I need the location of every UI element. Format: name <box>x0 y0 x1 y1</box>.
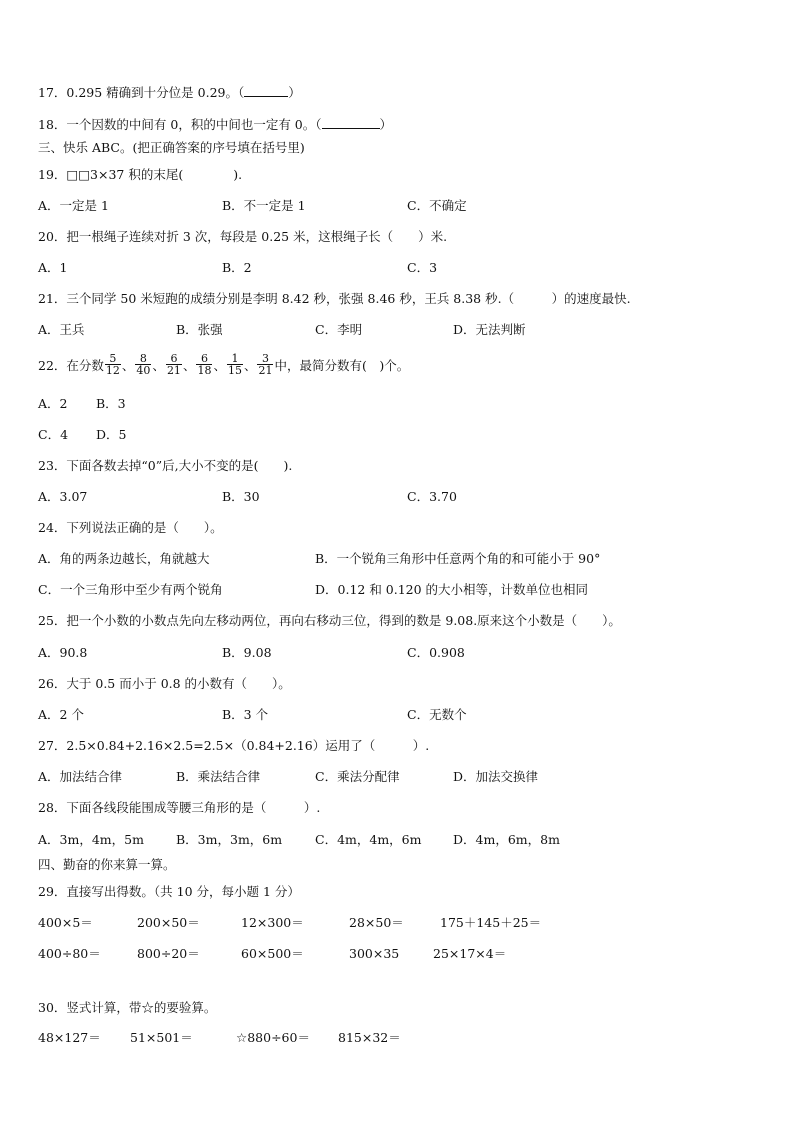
question-19-text: 19．□□3×37 积的末尾( ). <box>38 167 243 182</box>
calc-item: 175＋145＋25＝ <box>440 915 542 930</box>
option-b[interactable]: B．9.08 <box>222 645 272 660</box>
fraction: $\frac{5}{12}$ <box>105 352 120 377</box>
option-b[interactable]: B．乘法结合律 <box>176 769 261 784</box>
option-a[interactable]: A．90.8 <box>38 645 88 660</box>
option-a[interactable]: A．1 <box>38 260 68 275</box>
question-17: 17．0.295 精确到十分位是 0.29。（ ） <box>38 85 301 100</box>
option-b[interactable]: B．一个锐角三角形中任意两个角的和可能小于 90° <box>315 551 601 566</box>
option-a[interactable]: A．角的两条边越长，角就越大 <box>38 551 210 566</box>
calc-item: ☆880÷60＝ <box>236 1030 310 1045</box>
calc-item: 800÷20＝ <box>137 946 200 961</box>
calc-item: 400×5＝ <box>38 915 93 930</box>
question-25-text: 25．把一个小数的小数点先向左移动两位，再向右移动三位，得到的数是 9.08.原来这个小数是（ ）。 <box>38 613 621 628</box>
option-c[interactable]: C．不确定 <box>407 198 467 213</box>
question-21-text: 21．三个同学 50 米短跑的成绩分别是李明 8.42 秒，张强 8.46 秒，王兵 8.38 秒.（ ）的速度最快. <box>38 291 631 306</box>
option-c[interactable]: C．一个三角形中至少有两个锐角 <box>38 582 223 597</box>
question-27-text: 27．2.5×0.84+2.16×2.5=2.5×（0.84+2.16）运用了（ ）. <box>38 738 430 753</box>
option-a[interactable]: A．3.07 <box>38 489 88 504</box>
option-c[interactable]: C．4 <box>38 427 69 442</box>
calc-item: 400÷80＝ <box>38 946 101 961</box>
option-b[interactable]: B．张强 <box>176 322 223 337</box>
calc-item: 60×500＝ <box>241 946 304 961</box>
question-20-text: 20．把一根绳子连续对折 3 次，每段是 0.25 米，这根绳子长（ ）米. <box>38 229 448 244</box>
question-22: 22．在分数 $\frac{5}{12}$ 、 $\frac{8}{40}$ 、 $\frac{6}{21}$ 、 $\frac{6}{18}$ 、 $\frac{1}{15}$ 、 $\frac{3}{21}$ 中，最简分数有( )个。 <box>38 352 410 377</box>
option-d[interactable]: D．加法交换律 <box>453 769 539 784</box>
calc-item: 51×501＝ <box>130 1030 193 1045</box>
option-a[interactable]: A．一定是 1 <box>38 198 109 213</box>
option-a[interactable]: A．加法结合律 <box>38 769 123 784</box>
fraction: $\frac{1}{15}$ <box>227 352 242 377</box>
option-d[interactable]: D．0.12 和 0.120 的大小相等，计数单位也相同 <box>315 582 589 597</box>
question-30-text: 30．竖式计算，带☆的要验算。 <box>38 1000 217 1015</box>
option-b[interactable]: B．30 <box>222 489 260 504</box>
fraction: $\frac{6}{21}$ <box>166 352 181 377</box>
question-23-text: 23．下面各数去掉“0”后,大小不变的是( ). <box>38 458 293 473</box>
fraction: $\frac{6}{18}$ <box>197 352 212 377</box>
calc-item: 12×300＝ <box>241 915 304 930</box>
option-b[interactable]: B．3 <box>96 396 126 411</box>
option-d[interactable]: D．5 <box>96 427 127 442</box>
option-c[interactable]: C．无数个 <box>407 707 467 722</box>
fraction: $\frac{3}{21}$ <box>258 352 273 377</box>
option-a[interactable]: A．王兵 <box>38 322 85 337</box>
calc-item: 25×17×4＝ <box>433 946 507 961</box>
calc-item: 300×35 <box>349 946 400 961</box>
question-28-text: 28．下面各线段能围成等腰三角形的是（ ）. <box>38 800 321 815</box>
section-4-heading: 四、勤奋的你来算一算。 <box>38 857 176 872</box>
question-29-text: 29．直接写出得数。（共 10 分，每小题 1 分） <box>38 884 300 899</box>
fraction: $\frac{8}{40}$ <box>136 352 151 377</box>
question-18-text: 18．一个因数的中间有 0，积的中间也一定有 0。（ <box>38 117 322 132</box>
calc-item: 48×127＝ <box>38 1030 101 1045</box>
option-c[interactable]: C．李明 <box>315 322 363 337</box>
option-b[interactable]: B．不一定是 1 <box>222 198 306 213</box>
section-3-heading: 三、快乐 ABC。(把正确答案的序号填在括号里) <box>38 140 305 155</box>
calc-item: 815×32＝ <box>338 1030 401 1045</box>
option-c[interactable]: C．0.908 <box>407 645 465 660</box>
option-c[interactable]: C．4m，4m，6m <box>315 832 422 847</box>
option-c[interactable]: C．3 <box>407 260 438 275</box>
option-c[interactable]: C．乘法分配律 <box>315 769 400 784</box>
calc-item: 200×50＝ <box>137 915 200 930</box>
option-a[interactable]: A．3m，4m，5m <box>38 832 144 847</box>
answer-blank[interactable] <box>244 84 288 97</box>
option-c[interactable]: C．3.70 <box>407 489 457 504</box>
question-26-text: 26．大于 0.5 而小于 0.8 的小数有（ ）。 <box>38 676 291 691</box>
option-d[interactable]: D．4m，6m，8m <box>453 832 560 847</box>
calc-item: 28×50＝ <box>349 915 404 930</box>
option-b[interactable]: B．2 <box>222 260 252 275</box>
answer-blank[interactable] <box>322 116 380 129</box>
option-b[interactable]: B．3m，3m，6m <box>176 832 283 847</box>
option-a[interactable]: A．2 <box>38 396 68 411</box>
option-d[interactable]: D．无法判断 <box>453 322 526 337</box>
question-17-text: 17．0.295 精确到十分位是 0.29。（ <box>38 85 245 100</box>
question-18: 18．一个因数的中间有 0，积的中间也一定有 0。（ ） <box>38 117 393 132</box>
option-a[interactable]: A．2 个 <box>38 707 84 722</box>
option-b[interactable]: B．3 个 <box>222 707 269 722</box>
question-24-text: 24．下列说法正确的是（ ）。 <box>38 520 223 535</box>
